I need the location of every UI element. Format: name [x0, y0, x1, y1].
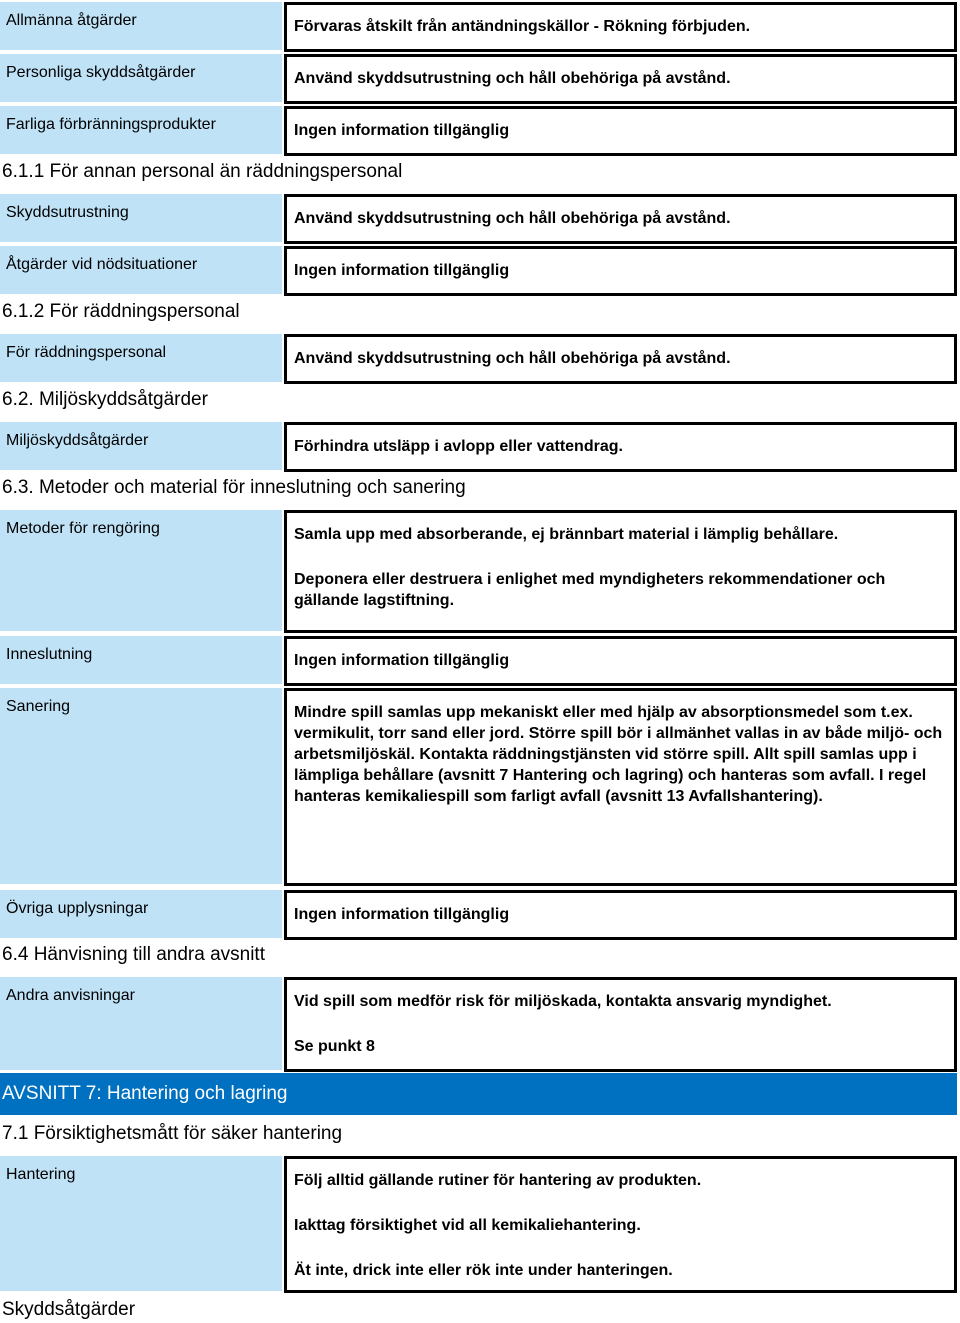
value-sanitation [284, 688, 957, 886]
heading-6-1-1: 6.1.1 För annan personal än räddningspersonal [2, 161, 403, 182]
heading-6-1-2: 6.1.2 För räddningspersonal [2, 301, 240, 322]
heading-7-1: 7.1 Försiktighetsmått för säker hantering [2, 1123, 343, 1144]
value-containment [284, 636, 957, 686]
value-text: Använd skyddsutrustning och håll obehöriga på avstånd. [294, 350, 731, 367]
label-other-instructions: Andra anvisningar [0, 977, 282, 1070]
value-handling [284, 1156, 957, 1293]
label-protective-equipment: Skyddsutrustning [0, 194, 282, 242]
label-combustion-products: Farliga förbränningsprodukter [0, 106, 282, 154]
value-combustion-products [284, 106, 957, 156]
value-general-measures [284, 2, 957, 52]
value-text: Ingen information tillgänglig [294, 652, 510, 669]
label-containment: Inneslutning [0, 636, 282, 684]
section-7-header: AVSNITT 7: Hantering och lagring [0, 1073, 957, 1115]
value-other-instructions [284, 977, 957, 1072]
value-other-information [284, 890, 957, 940]
heading-protective-measures: Skyddsåtgärder [2, 1299, 136, 1320]
label-handling: Hantering [0, 1156, 282, 1291]
label-general-measures: Allmänna åtgärder [0, 2, 282, 50]
heading-6-4: 6.4 Hänvisning till andra avsnitt [2, 944, 265, 965]
value-text: Ingen information tillgänglig [294, 906, 510, 923]
label-rescue-personnel: För räddningspersonal [0, 334, 282, 382]
value-text: Förvaras åtskilt från antändningskällor - Rökning förbjuden. [294, 18, 751, 35]
value-text: Vid spill som medför risk för miljöskada, kontakta ansvarig myndighet. [294, 993, 832, 1010]
label-emergency-measures: Åtgärder vid nödsituationer [0, 246, 282, 294]
value-text: Ät inte, drick inte eller rök inte under hanteringen. [294, 1262, 673, 1279]
value-emergency-measures [284, 246, 957, 296]
value-text: Mindre spill samlas upp mekaniskt eller med hjälp av absorptionsmedel som t.ex. vermikulit, torr sand eller jord. Större spill bör i allmänhet vallas in av både miljö- och arbetsmiljöskäl. Kontakta räddningstjänsten vid större spill. Allt spill samlas upp i lämpliga behållare (avsnitt 7 Hantering och lagring) och hanteras som avfall. I regel hanteras kemikaliespill som farligt avfall (avsnitt 13 Avfallshantering). [294, 704, 943, 805]
value-text: Iakttag försiktighet vid all kemikaliehantering. [294, 1217, 641, 1234]
value-rescue-personnel [284, 334, 957, 384]
label-personal-protection: Personliga skyddsåtgärder [0, 54, 282, 102]
label-environmental: Miljöskyddsåtgärder [0, 422, 282, 470]
heading-6-3: 6.3. Metoder och material för inneslutning och sanering [2, 477, 466, 498]
value-protective-equipment [284, 194, 957, 244]
value-text: Se punkt 8 [294, 1038, 375, 1055]
value-text: Använd skyddsutrustning och håll obehöriga på avstånd. [294, 210, 731, 227]
value-text: Deponera eller destruera i enlighet med myndigheters rekommendationer och gällande lagstiftning. [294, 571, 886, 609]
value-text: Förhindra utsläpp i avlopp eller vattendrag. [294, 438, 623, 455]
value-text: Ingen information tillgänglig [294, 122, 510, 139]
value-text: Följ alltid gällande rutiner för hantering av produkten. [294, 1172, 702, 1189]
heading-6-2: 6.2. Miljöskyddsåtgärder [2, 389, 208, 410]
value-text: Använd skyddsutrustning och håll obehöriga på avstånd. [294, 70, 731, 87]
label-cleaning-methods: Metoder för rengöring [0, 510, 282, 631]
value-cleaning-methods [284, 510, 957, 633]
label-sanitation: Sanering [0, 688, 282, 884]
value-environmental [284, 422, 957, 472]
value-text: Ingen information tillgänglig [294, 262, 510, 279]
label-other-information: Övriga upplysningar [0, 890, 282, 938]
value-text: Samla upp med absorberande, ej brännbart material i lämplig behållare. [294, 526, 839, 543]
value-personal-protection [284, 54, 957, 104]
